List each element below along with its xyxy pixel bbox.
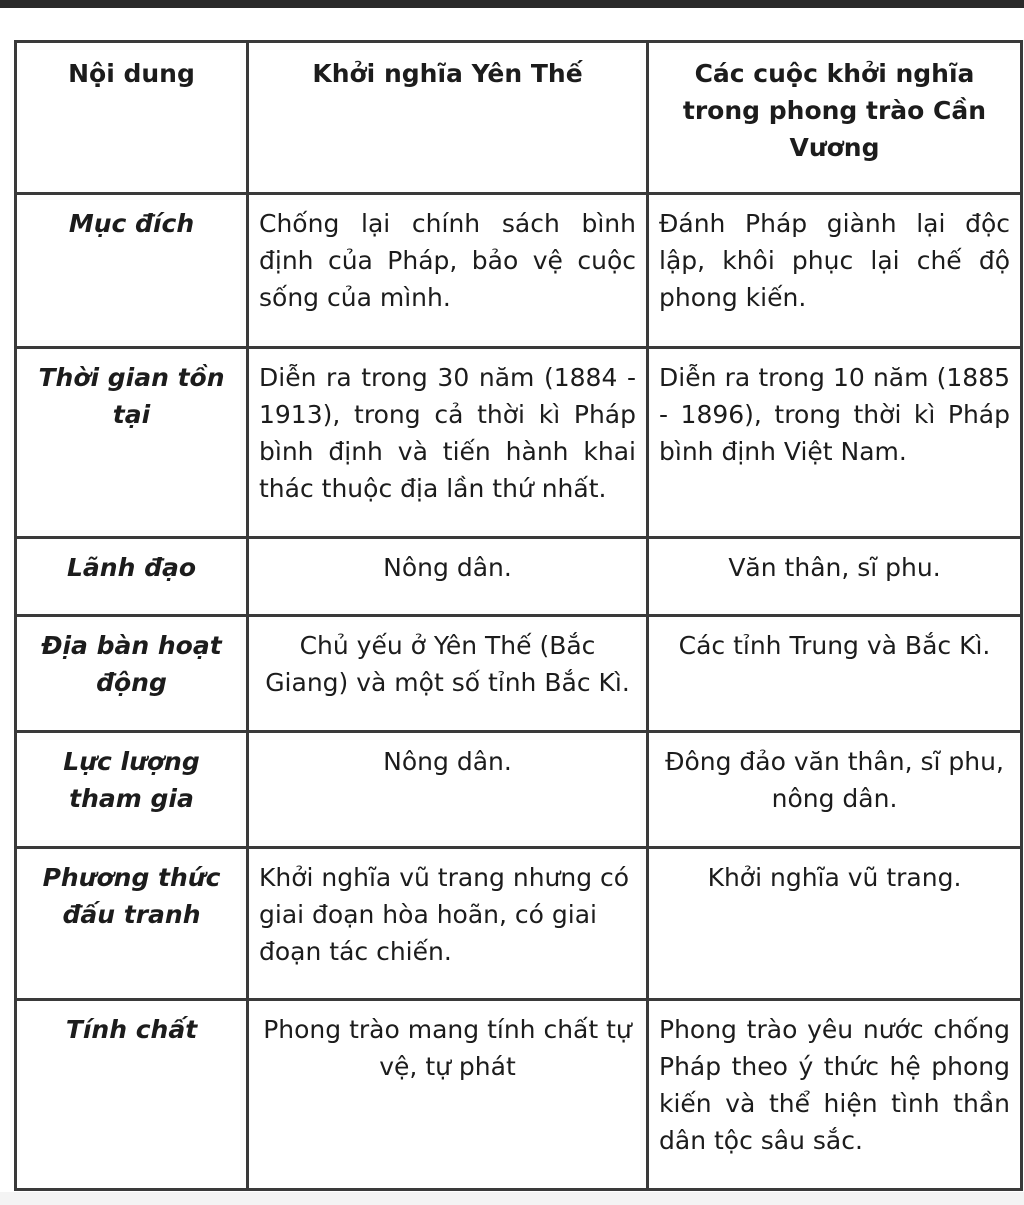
row-label: Thời gian tồn tại — [16, 348, 248, 538]
header-can-vuong: Các cuộc khởi nghĩa trong phong trào Cần Vương — [648, 42, 1022, 194]
row-label: Địa bàn hoạt động — [16, 616, 248, 732]
row-label: Lực lượng tham gia — [16, 732, 248, 848]
table-row-forces — [16, 732, 1022, 848]
cell-can-vuong: Phong trào yêu nước chống Pháp theo ý thức hệ phong kiến và thể hiện tình thần dân tộc sâu sắc. — [648, 1000, 1022, 1190]
table-row-method — [16, 848, 1022, 1000]
row-label: Lãnh đạo — [16, 538, 248, 616]
cell-yen-the: Diễn ra trong 30 năm (1884 - 1913), trong cả thời kì Pháp bình định và tiến hành khai thác thuộc địa lần thứ nhất. — [248, 348, 648, 538]
row-label: Mục đích — [16, 194, 248, 348]
comparison-table — [14, 40, 1023, 1191]
cell-can-vuong: Đông đảo văn thân, sĩ phu, nông dân. — [648, 732, 1022, 848]
table-row-duration — [16, 348, 1022, 538]
cell-yen-the: Phong trào mang tính chất tự vệ, tự phát — [248, 1000, 648, 1190]
cell-yen-the: Nông dân. — [248, 538, 648, 616]
cell-yen-the: Nông dân. — [248, 732, 648, 848]
row-label: Phương thức đấu tranh — [16, 848, 248, 1000]
cell-yen-the: Khởi nghĩa vũ trang nhưng có giai đoạn hòa hoãn, có giai đoạn tác chiến. — [248, 848, 648, 1000]
table-row-area — [16, 616, 1022, 732]
table-row-leadership — [16, 538, 1022, 616]
row-label: Tính chất — [16, 1000, 248, 1190]
bottom-strip — [0, 1192, 1024, 1205]
table-row-purpose — [16, 194, 1022, 348]
cell-can-vuong: Diễn ra trong 10 năm (1885 - 1896), trong thời kì Pháp bình định Việt Nam. — [648, 348, 1022, 538]
cell-yen-the: Chủ yếu ở Yên Thế (Bắc Giang) và một số tỉnh Bắc Kì. — [248, 616, 648, 732]
table-row-nature — [16, 1000, 1022, 1190]
header-content: Nội dung — [16, 42, 248, 194]
cell-yen-the: Chống lại chính sách bình định của Pháp, bảo vệ cuộc sống của mình. — [248, 194, 648, 348]
header-yen-the: Khởi nghĩa Yên Thế — [248, 42, 648, 194]
cell-can-vuong: Đánh Pháp giành lại độc lập, khôi phục lại chế độ phong kiến. — [648, 194, 1022, 348]
cell-can-vuong: Khởi nghĩa vũ trang. — [648, 848, 1022, 1000]
header-row — [16, 42, 1022, 194]
cell-can-vuong: Các tỉnh Trung và Bắc Kì. — [648, 616, 1022, 732]
top-dark-bar — [0, 0, 1024, 8]
cell-can-vuong: Văn thân, sĩ phu. — [648, 538, 1022, 616]
